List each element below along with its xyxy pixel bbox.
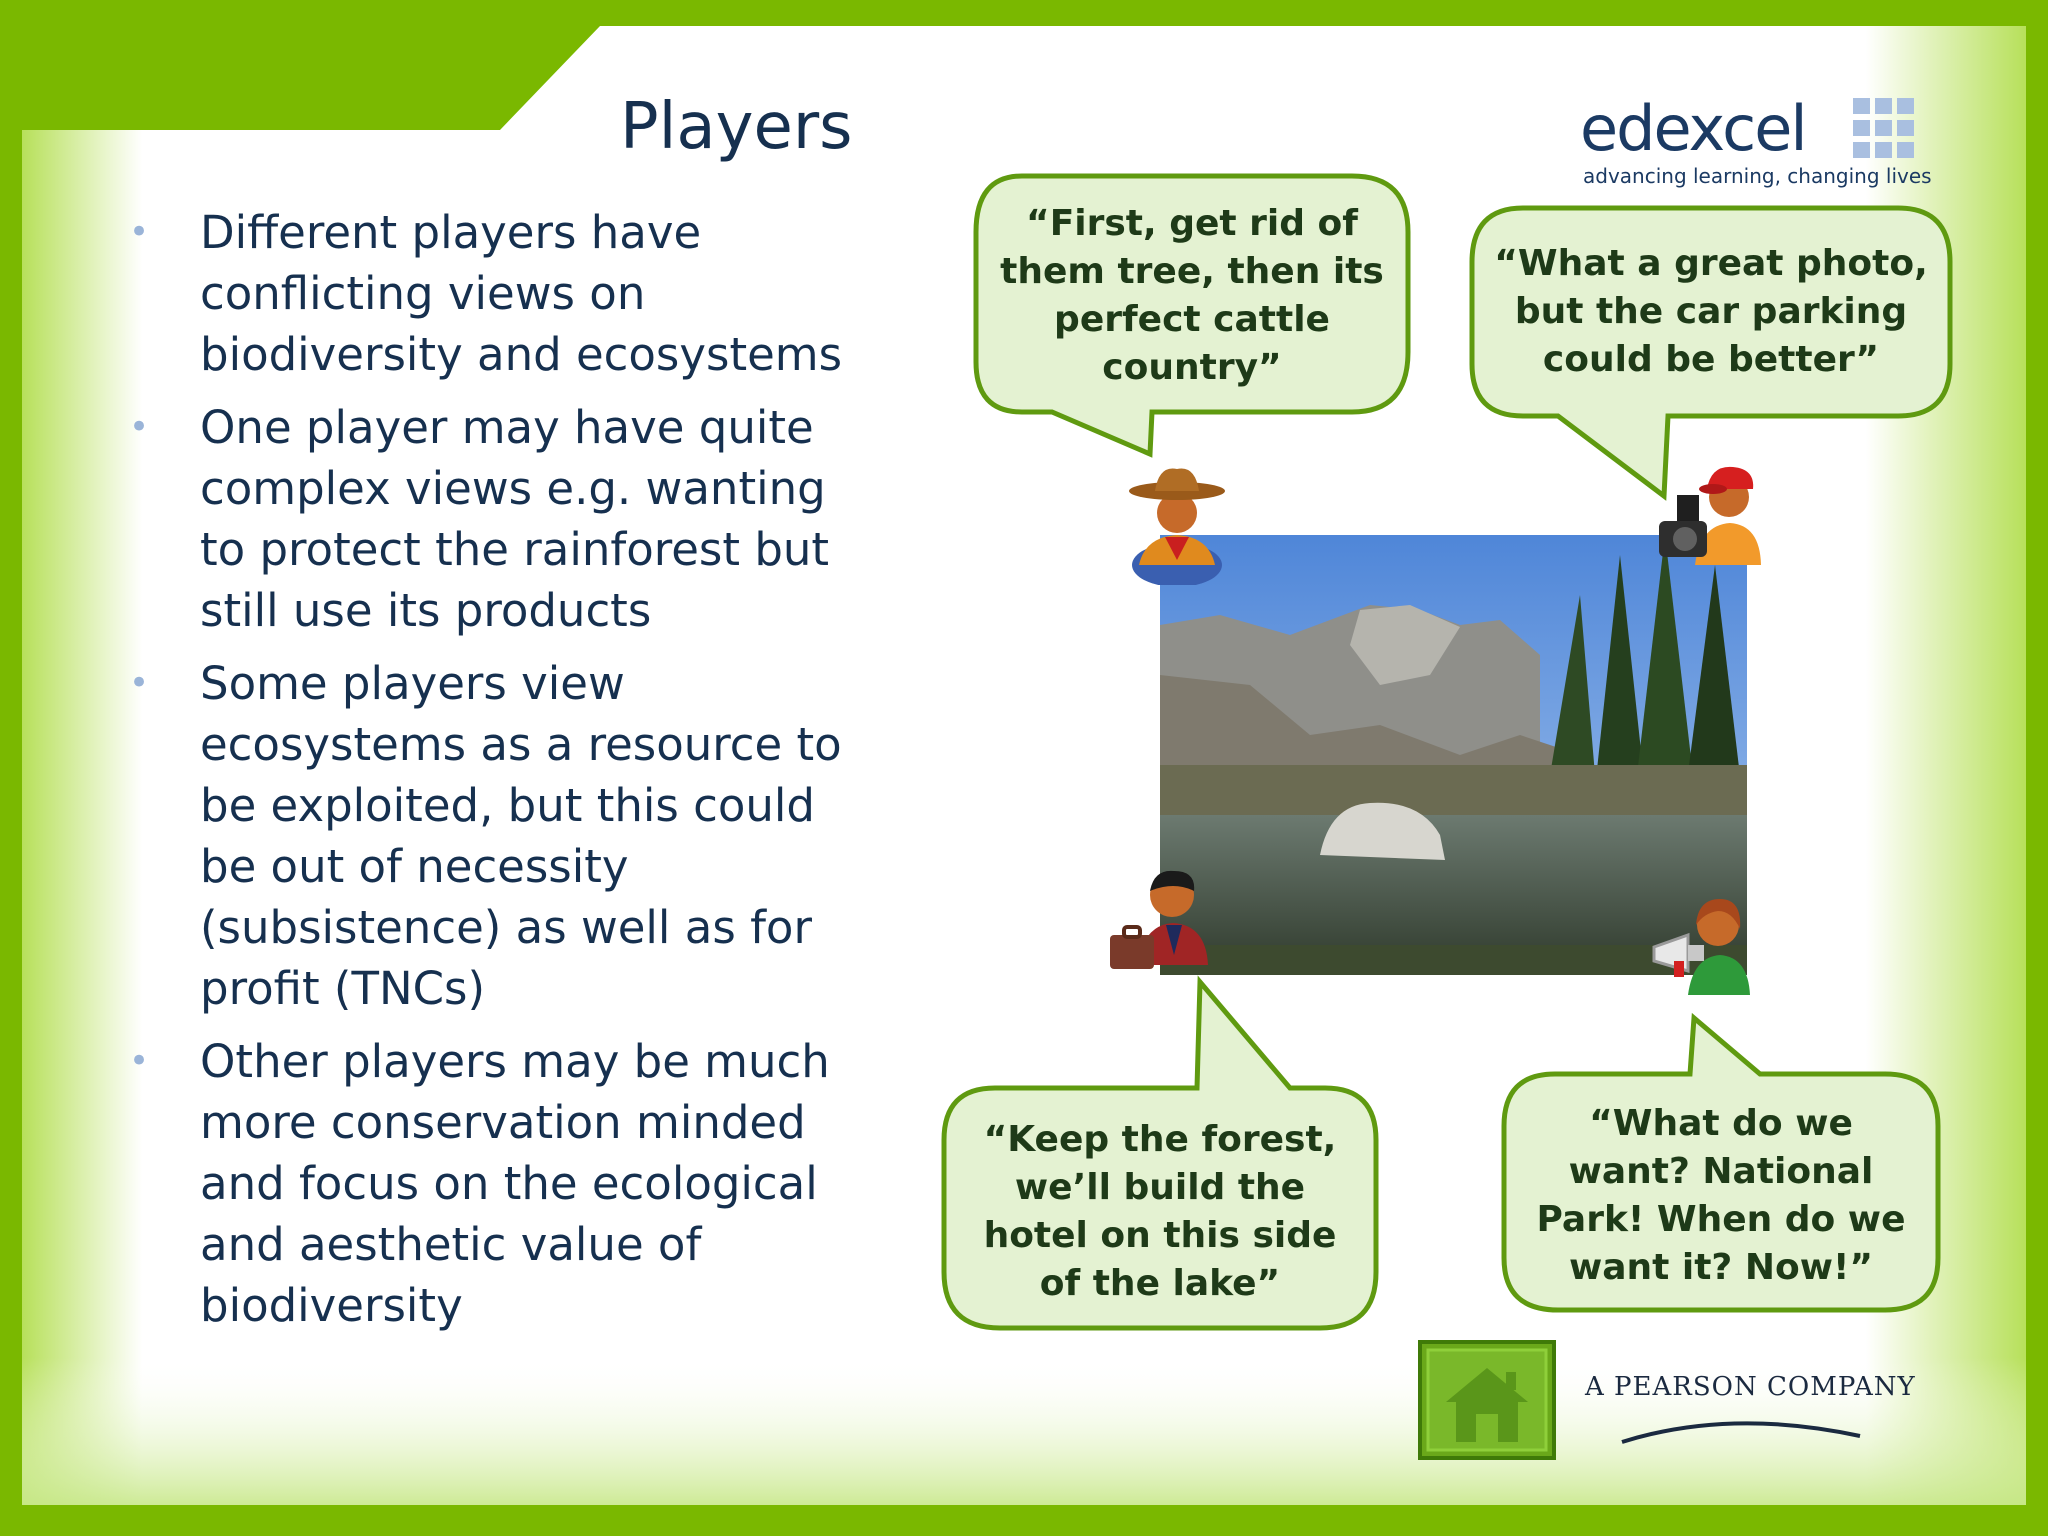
- speech-bubble-rancher: [972, 172, 1412, 462]
- pearson-company-label: A PEARSON COMPANY: [1585, 1372, 1916, 1402]
- bullet-line: Different players have: [200, 206, 702, 259]
- quote-line: want it? Now!”: [1568, 1247, 1874, 1288]
- quote-businessman: [950, 1116, 1370, 1308]
- quote-line: “First, get rid of: [1026, 203, 1358, 244]
- quote-line: “What do we: [1589, 1103, 1853, 1144]
- quote-rancher: [982, 200, 1402, 392]
- quote-line: but the car parking: [1514, 291, 1908, 332]
- cowboy-icon: [1125, 465, 1235, 585]
- bullet-line: profit (TNCs): [200, 962, 486, 1015]
- bullet-line: biodiversity and ecosystems: [200, 328, 843, 381]
- bullet-line: Some players view: [200, 657, 625, 710]
- bullet-line: and focus on the ecological: [200, 1157, 818, 1210]
- bullet-line: complex views e.g. wanting: [200, 462, 826, 515]
- speech-bubble-activist: [1500, 1016, 1942, 1316]
- activist-megaphone-icon: [1648, 885, 1758, 1005]
- bullet-line: be exploited, but this could: [200, 779, 815, 832]
- speech-bubble-businessman: [940, 980, 1380, 1332]
- quote-line: “What a great photo,: [1494, 243, 1928, 284]
- bullet-item: [125, 653, 875, 1019]
- logo-tagline: advancing learning, changing lives: [1583, 164, 1932, 188]
- bullet-dot-icon: •: [129, 663, 150, 703]
- bullet-dot-icon: •: [129, 1041, 150, 1081]
- quote-line: hotel on this side: [983, 1215, 1337, 1256]
- quote-photographer: [1478, 240, 1944, 384]
- quote-line: “Keep the forest,: [983, 1119, 1337, 1160]
- bullet-line: ecosystems as a resource to: [200, 718, 842, 771]
- bullet-line: conflicting views on: [200, 267, 646, 320]
- businessman-icon: [1108, 855, 1218, 975]
- pearson-swoosh-icon: [1620, 1408, 1865, 1448]
- quote-line: Park! When do we: [1536, 1199, 1906, 1240]
- logo-wordmark: edexcel: [1580, 92, 1806, 165]
- quote-line: of the lake”: [1039, 1263, 1281, 1304]
- bullet-dot-icon: •: [129, 407, 150, 447]
- quote-activist: [1510, 1100, 1932, 1292]
- logo-grid-icon: [1853, 98, 1917, 158]
- quote-line: want? National: [1568, 1151, 1874, 1192]
- quote-line: them tree, then its: [1000, 251, 1384, 292]
- bullet-item: [125, 1031, 875, 1336]
- quote-line: could be better”: [1542, 339, 1880, 380]
- bullet-line: Other players may be much: [200, 1035, 830, 1088]
- home-button[interactable]: [1418, 1340, 1556, 1460]
- bullet-line: be out of necessity: [200, 840, 629, 893]
- quote-line: we’ll build the: [1014, 1167, 1306, 1208]
- bullet-dot-icon: •: [129, 212, 150, 252]
- bullet-item: [125, 202, 875, 385]
- bullet-line: biodiversity: [200, 1279, 463, 1332]
- bullet-line: more conservation minded: [200, 1096, 806, 1149]
- quote-line: country”: [1102, 347, 1282, 388]
- photographer-icon: [1655, 455, 1765, 575]
- bullet-list: [125, 202, 875, 1348]
- bullet-line: One player may have quite: [200, 401, 814, 454]
- quote-line: perfect cattle: [1054, 299, 1330, 340]
- bullet-line: and aesthetic value of: [200, 1218, 702, 1271]
- edexcel-logo: [1580, 92, 1932, 192]
- bullet-item: [125, 397, 875, 641]
- bullet-line: still use its products: [200, 584, 652, 637]
- bullet-line: (subsistence) as well as for: [200, 901, 812, 954]
- home-icon: [1418, 1340, 1556, 1460]
- bullet-line: to protect the rainforest but: [200, 523, 830, 576]
- slide-title: Players: [620, 90, 853, 164]
